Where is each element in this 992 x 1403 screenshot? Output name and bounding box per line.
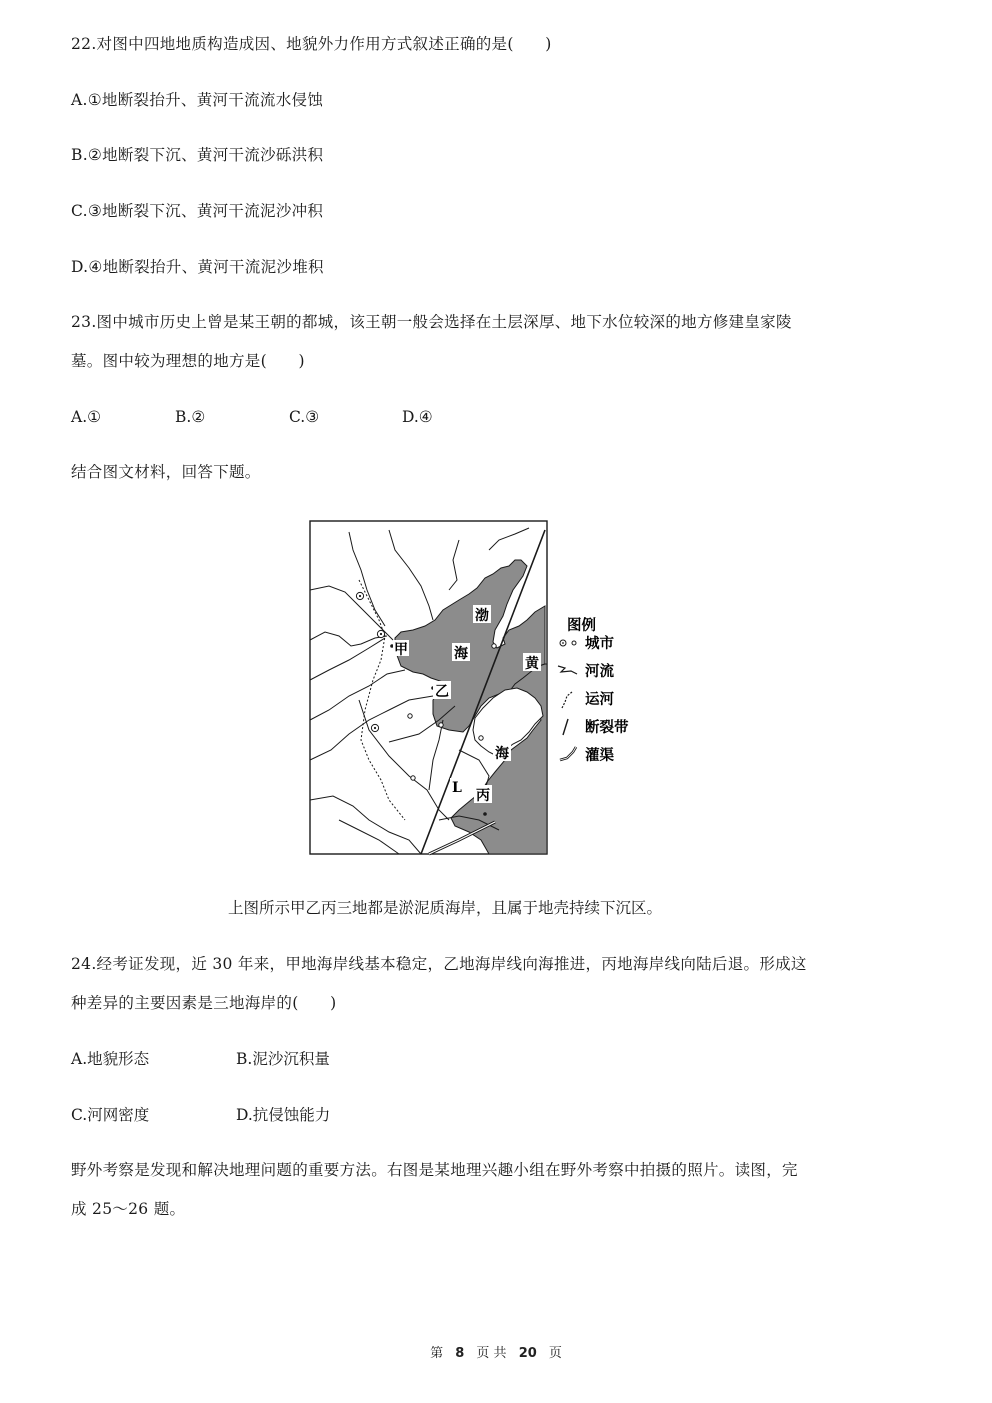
bohai-map-figure: [309, 520, 639, 856]
q25-26-intro-line1: 野外考察是发现和解决地理问题的重要方法。右图是某地理兴趣小组在野外考察中拍摄的照片。读图，完: [71, 1161, 798, 1179]
legend-label-fault: 断裂带: [585, 719, 629, 736]
q24-stem-line1: 24.经考证发现，近 30 年来，甲地海岸线基本稳定，乙地海岸线向海推进，丙地海岸线向陆后退。形成这: [71, 955, 807, 973]
footer-prefix: 第: [430, 1346, 444, 1361]
place-label-yi: 乙: [435, 684, 449, 700]
material-intro: 结合图文材料，回答下题。: [71, 463, 261, 481]
city-marker-3: [411, 776, 415, 780]
legend-label-irrigation: 灌渠: [585, 747, 614, 764]
irrigation-canal-icon: [560, 747, 576, 760]
footer-suffix: 页: [548, 1346, 562, 1361]
q25-26-intro-line2: 成 25～26 题。: [71, 1200, 186, 1218]
q23-option-b: B.②: [175, 408, 206, 426]
q24-option-d: D.抗侵蚀能力: [236, 1106, 331, 1124]
q22-stem: 22.对图中四地地质构造成因、地貌外力作用方式叙述正确的是( ): [71, 35, 552, 53]
q22-option-d: D.④地断裂抬升、黄河干流泥沙堆积: [71, 258, 324, 276]
city-marker-2: [439, 723, 443, 727]
legend-label-river: 河流: [585, 663, 614, 680]
sea-label-bo: 渤: [475, 608, 489, 624]
place-label-jia: 甲: [394, 642, 408, 658]
place-label-bing: 丙: [476, 788, 490, 804]
footer-page-number: 8: [455, 1346, 465, 1361]
city-icon: [560, 640, 576, 646]
footer-total-pages: 20: [518, 1346, 537, 1361]
q22-option-c: C.③地断裂下沉、黄河干流泥沙冲积: [71, 202, 324, 220]
legend-title: 图例: [567, 617, 596, 634]
city-marker-5: [492, 644, 496, 648]
map-legend: [558, 616, 629, 764]
city-marker-4: [479, 736, 483, 740]
q23-stem-line2: 墓。图中较为理想的地方是( ): [71, 352, 305, 370]
legend-label-city: 城市: [585, 635, 614, 652]
place-label-l: L: [452, 780, 462, 796]
fault-zone-icon: [563, 719, 568, 735]
map-caption: 上图所示甲乙丙三地都是淤泥质海岸，且属于地壳持续下沉区。: [228, 899, 663, 917]
q23-stem-line1: 23.图中城市历史上曾是某王朝的都城，该王朝一般会选择在土层深厚、地下水位较深的地方修建皇家陵: [71, 313, 792, 331]
q24-option-c: C.河网密度: [71, 1106, 150, 1124]
q24-stem-line2: 种差异的主要因素是三地海岸的( ): [71, 994, 337, 1012]
sea-label-hai-2: 海: [495, 746, 509, 762]
city-marker-1: [408, 714, 412, 718]
map-svg: [309, 520, 639, 856]
point-bing: [483, 812, 487, 816]
q22-option-a: A.①地断裂抬升、黄河干流流水侵蚀: [71, 91, 324, 109]
canal-icon: [562, 692, 572, 708]
q22-option-b: B.②地断裂下沉、黄河干流沙砾洪积: [71, 146, 324, 164]
q23-option-d: D.④: [402, 408, 433, 426]
footer-middle: 页 共: [476, 1346, 507, 1361]
page-footer: [0, 1342, 992, 1361]
q24-option-a: A.地貌形态: [71, 1050, 150, 1068]
sea-label-huang: 黄: [525, 656, 539, 672]
q23-option-a: A.①: [71, 408, 102, 426]
q24-option-b: B.泥沙沉积量: [236, 1050, 330, 1068]
legend-label-canal: 运河: [585, 691, 614, 708]
sea-label-hai-1: 海: [454, 646, 468, 662]
q23-option-c: C.③: [289, 408, 320, 426]
river-icon: [558, 666, 577, 674]
